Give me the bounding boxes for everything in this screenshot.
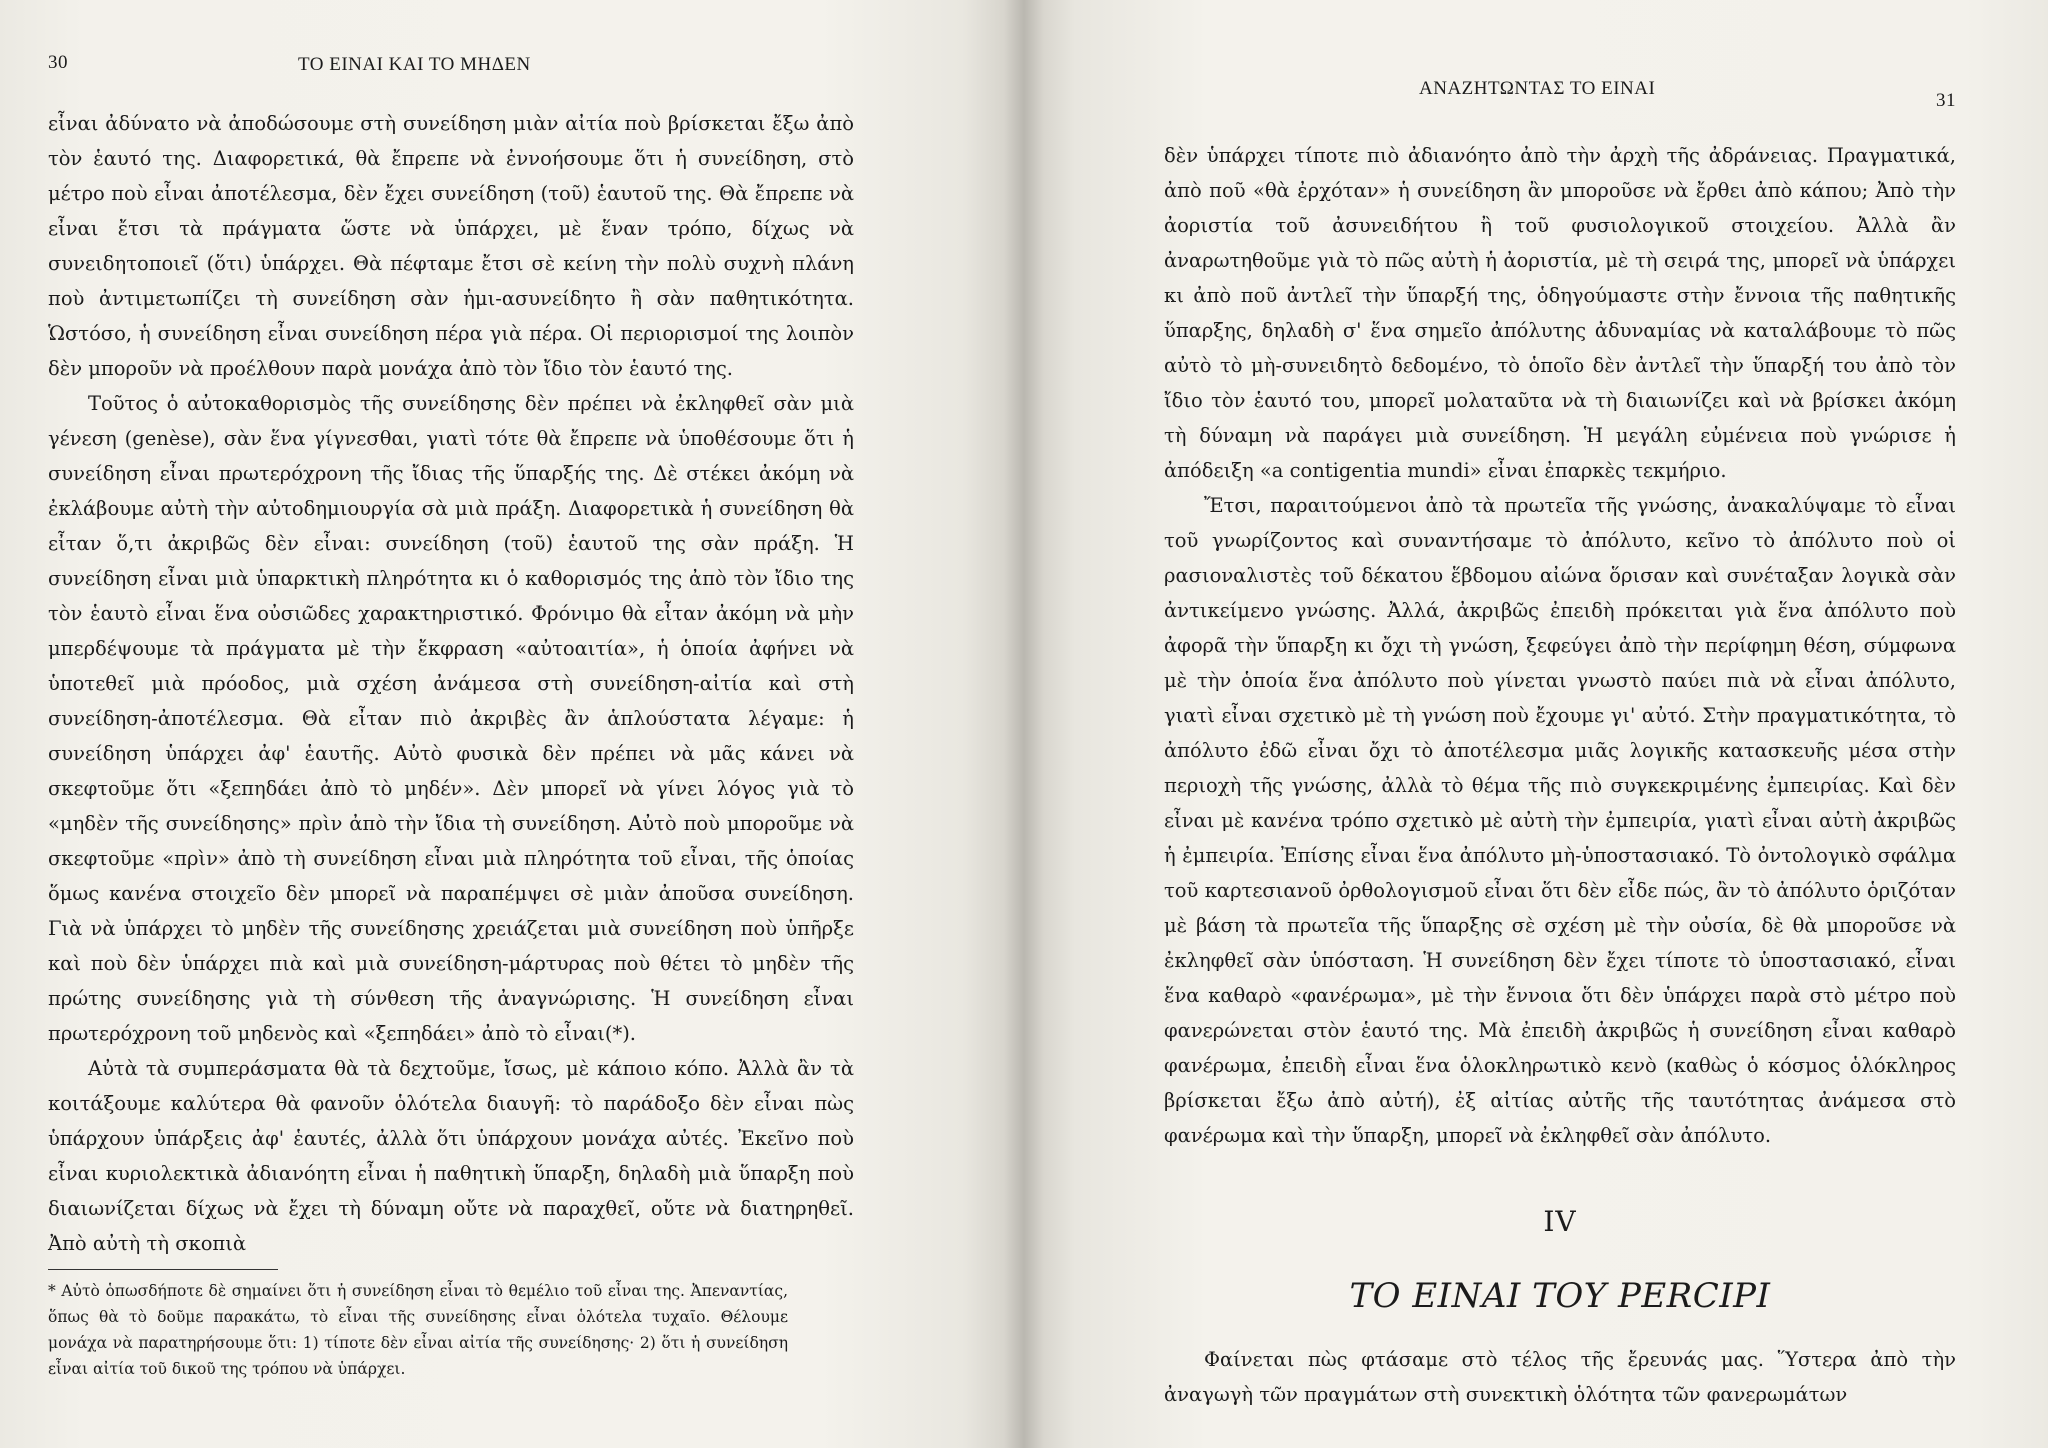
right-page: [1024, 0, 2048, 1448]
footnote-rule: [48, 1269, 278, 1270]
right-page-number: 31: [1936, 90, 1956, 111]
chapter-opening: [1164, 1342, 1956, 1412]
chapter-opening-paragraph: Φαίνεται πὼς φτάσαμε στὸ τέλος τῆς ἔρευνάς μας. Ὕστερα ἀπὸ τὴν ἀναγωγὴ τῶν πραγμάτων στὴ συνεκτικὴ ὁλότητα τῶν φανερωμάτων: [1164, 1348, 1956, 1406]
chapter-number: IV: [1543, 1205, 1577, 1238]
left-paragraph-2: Τοῦτος ὁ αὐτοκαθορισμὸς τῆς συνείδησης δὲν πρέπει νὰ ἐκληφθεῖ σὰν μιὰ γένεση (genèse), σὰν ἕνα γίγνεσθαι, γιατὶ τότε θὰ ἔπρεπε νὰ ὑποθέσουμε ὅτι ἡ συνείδηση εἶναι πρωτερόχρονη τῆς ἴδιας τῆς ὕπαρξής της. Δὲ στέκει ἀκόμη νὰ ἐκλάβουμε αὐτὴ τὴν αὐτοδημιουργία σὰ μιὰ πράξη. Διαφορετικὰ ἡ συνείδηση θὰ εἶταν ὅ,τι ἀκριβῶς δὲν εἶναι: συνείδηση (τοῦ) ἑαυτοῦ της σὰν πράξη. Ἡ συνείδηση εἶναι μιὰ ὑπαρκτικὴ πληρότητα κι ὁ καθορισμός της ἀπὸ τὸν ἴδιο της τὸν ἑαυτὸ εἶναι ἕνα οὐσιῶδες χαρακτηριστικό. Φρόνιμο θὰ εἶταν ἀκόμη νὰ μὴν μπερδέψουμε τὰ πράγματα μὲ τὴν ἔκφραση «αὐτοαιτία», ἡ ὁποία ἀφήνει νὰ ὑποτεθεῖ μιὰ πρόοδος, μιὰ σχέση ἀνάμεσα στὴ συνείδηση-αἰτία καὶ στὴ συνείδηση-ἀποτέλεσμα. Θὰ εἶταν πιὸ ἀκριβὲς ἂν ἁπλούστατα λέγαμε: ἡ συνείδηση ὑπάρχει ἀφ' ἑαυτῆς. Αὐτὸ φυσικὰ δὲν πρέπει νὰ μᾶς κάνει νὰ σκεφτοῦμε ὅτι «ξεπηδάει ἀπὸ τὸ μηδέν». Δὲν μπορεῖ νὰ γίνει λόγος γιὰ τὸ «μηδὲν τῆς συνείδησης» πρὶν ἀπὸ τὴν ἴδια τὴ συνείδηση. Αὐτὸ ποὺ μποροῦμε νὰ σκεφτοῦμε «πρὶν» ἀπὸ τὴ συνείδηση εἶναι μιὰ πληρότητα τοῦ εἶναι, τῆς ὁποίας ὅμως κανένα στοιχεῖο δὲν μπορεῖ νὰ παραπέμψει σὲ μιὰν ἀποῦσα συνείδηση. Γιὰ νὰ ὑπάρχει τὸ μηδὲν τῆς συνείδησης χρειάζεται μιὰ συνείδηση ποὺ ὑπῆρξε καὶ ποὺ δὲν ὑπάρχει πιὰ καὶ μιὰ συνείδηση-μάρτυρας ποὺ θέτει τὸ μηδὲν τῆς πρώτης συνείδησης γιὰ τὴ σύνθεση τῆς ἀναγνώρισης. Ἡ συνείδηση εἶναι πρωτερόχρονη τοῦ μηδενὸς καὶ «ξεπηδάει» ἀπὸ τὸ εἶναι(*).: [48, 392, 854, 1045]
left-running-head: [48, 52, 854, 86]
right-running-head: [1164, 78, 1956, 112]
left-body-text: [48, 106, 854, 1261]
footnote: * Αὐτὸ ὁπωσδήποτε δὲ σημαίνει ὅτι ἡ συνείδηση εἶναι τὸ θεμέλιο τοῦ εἶναι της. Ἀπεναντίας, ὅπως θὰ τὸ δοῦμε παρακάτω, τὸ εἶναι τῆς συνείδησης εἶναι ὁλότελα τυχαῖο. Θέλουμε μονάχα νὰ παρατηρήσουμε ὅτι: 1) τίποτε δὲν εἶναι αἰτία τῆς συνείδησης· 2) ὅτι ἡ συνείδηση εἶναι αἰτία τοῦ δικοῦ της τρόπου νὰ ὑπάρχει.: [48, 1282, 788, 1378]
left-running-title: ΤΟ ΕΙΝΑΙ ΚΑΙ ΤΟ ΜΗΔΕΝ: [298, 54, 531, 75]
left-paragraph-3: Αὐτὰ τὰ συμπεράσματα θὰ τὰ δεχτοῦμε, ἴσως, μὲ κάποιο κόπο. Ἀλλὰ ἂν τὰ κοιτάξουμε καλύτερα θὰ φανοῦν ὁλότελα διαυγῆ: τὸ παράδοξο δὲν εἶναι πὼς ὑπάρχουν ὑπάρξεις ἀφ' ἑαυτές, ἀλλὰ ὅτι ὑπάρχουν μονάχα αὐτές. Ἐκεῖνο ποὺ εἶναι κυριολεκτικὰ ἀδιανόητη εἶναι ἡ παθητικὴ ὕπαρξη, δηλαδὴ μιὰ ὕπαρξη ποὺ διαιωνίζεται δίχως νὰ ἔχει τὴ δύναμη οὔτε νὰ παραχθεῖ, οὔτε νὰ διατηρηθεῖ. Ἀπὸ αὐτὴ τὴ σκοπιὰ: [48, 1057, 854, 1255]
right-paragraph-2: Ἔτσι, παραιτούμενοι ἀπὸ τὰ πρωτεῖα τῆς γνώσης, ἀνακαλύψαμε τὸ εἶναι τοῦ γνωρίζοντος καὶ συναντήσαμε τὸ ἀπόλυτο, κεῖνο τὸ ἀπόλυτο ποὺ οἱ ρασιοναλιστὲς τοῦ δέκατου ἕβδομου αἰώνα ὅρισαν καὶ συνέταξαν λογικὰ σὰν ἀντικείμενο γνώσης. Ἀλλά, ἀκριβῶς ἐπειδὴ πρόκειται γιὰ ἕνα ἀπόλυτο ποὺ ἀφορᾶ τὴν ὕπαρξη κι ὄχι τὴ γνώση, ξεφεύγει ἀπὸ τὴν περίφημη θέση, σύμφωνα μὲ τὴν ὁποία ἕνα ἀπόλυτο ποὺ γίνεται γνωστὸ παύει πιὰ νὰ εἶναι ἀπόλυτο, γιατὶ εἶναι σχετικὸ μὲ τὴ γνώση ποὺ ἔχουμε γι' αὐτό. Στὴν πραγματικότητα, τὸ ἀπόλυτο ἐδῶ εἶναι ὄχι τὸ ἀποτέλεσμα μιᾶς λογικῆς κατασκευῆς μέσα στὴν περιοχὴ τῆς γνώσης, ἀλλὰ τὸ θέμα τῆς πιὸ συγκεκριμένης ἐμπειρίας. Καὶ δὲν εἶναι μὲ κανένα τρόπο σχετικὸ μὲ αὐτὴ τὴν ἐμπειρία, γιατὶ εἶναι αὐτὴ ἀκριβῶς ἡ ἐμπειρία. Ἐπίσης εἶναι ἕνα ἀπόλυτο μὴ-ὑποστασιακό. Τὸ ὀντολογικὸ σφάλμα τοῦ καρτεσιανοῦ ὀρθολογισμοῦ εἶναι ὅτι δὲν εἶδε πώς, ἂν τὸ ἀπόλυτο ὁριζόταν μὲ βάση τὰ πρωτεῖα τῆς ὕπαρξης σὲ σχέση μὲ τὴν οὐσία, δὲ θὰ μποροῦσε νὰ ἐκληφθεῖ σὰν ὑπόσταση. Ἡ συνείδηση δὲν ἔχει τίποτε τὸ ὑποστασιακό, εἶναι ἕνα καθαρὸ «φανέρωμα», μὲ τὴν ἔννοια ὅτι δὲν ὑπάρχει παρὰ στὸ μέτρο ποὺ φανερώνεται στὸν ἑαυτό της. Μὰ ἐπειδὴ ἀκριβῶς ἡ συνείδηση εἶναι καθαρὸ φανέρωμα, ἐπειδὴ εἶναι ἕνα ὁλοκληρωτικὸ κενὸ (καθὼς ὁ κόσμος ὁλόκληρος βρίσκεται ἔξω ἀπὸ αὐτή), ἐξ αἰτίας αὐτῆς τῆς ταυτότητας ἀνάμεσα στὸ φανέρωμα καὶ τὴν ὕπαρξη, μπορεῖ νὰ ἐκληφθεῖ σὰν ἀπόλυτο.: [1164, 494, 1956, 1147]
right-paragraph-1: δὲν ὑπάρχει τίποτε πιὸ ἀδιανόητο ἀπὸ τὴν ἀρχὴ τῆς ἀδράνειας. Πραγματικά, ἀπὸ ποῦ «θὰ ἐρχόταν» ἡ συνείδηση ἂν μποροῦσε νὰ ἔρθει ἀπὸ κάπου; Ἀπὸ τὴν ἀοριστία τοῦ ἀσυνειδήτου ἢ τοῦ φυσιολογικοῦ στοιχείου. Ἀλλὰ ἂν ἀναρωτηθοῦμε γιὰ τὸ πῶς αὐτὴ ἡ ἀοριστία, μὲ τὴ σειρά της, μπορεῖ νὰ ὑπάρχει κι ἀπὸ ποῦ ἀντλεῖ τὴν ὕπαρξή της, ὁδηγούμαστε στὴν ἔννοια τῆς παθητικῆς ὕπαρξης, δηλαδὴ σ' ἕνα σημεῖο ἀπόλυτης ἀδυναμίας νὰ καταλάβουμε τὸ πῶς αὐτὸ τὸ μὴ-συνειδητὸ δεδομένο, τὸ ὁποῖο δὲν ἀντλεῖ τὴν ὕπαρξή του ἀπὸ τὸν ἴδιο τὸν ἑαυτό του, μπορεῖ μολαταῦτα νὰ τὴ διαιωνίζει καὶ νὰ βρίσκει ἀκόμη τὴ δύναμη νὰ παράγει μιὰ συνείδηση. Ἡ μεγάλη εὐμένεια ποὺ γνώρισε ἡ ἀπόδειξη «a contigentia mundi» εἶναι ἐπαρκὲς τεκμήριο.: [1164, 144, 1956, 482]
right-body-text: [1164, 138, 1956, 1153]
left-paragraph-1: εἶναι ἀδύνατο νὰ ἀποδώσουμε στὴ συνείδηση μιὰν αἰτία ποὺ βρίσκεται ἔξω ἀπὸ τὸν ἑαυτό της. Διαφορετικά, θὰ ἔπρεπε νὰ ἐννοήσουμε ὅτι ἡ συνείδηση, στὸ μέτρο ποὺ εἶναι ἀποτέλεσμα, δὲν ἔχει συνείδηση (τοῦ) ἑαυτοῦ της. Θὰ ἔπρεπε νὰ εἶναι ἔτσι τὰ πράγματα ὥστε νὰ ὑπάρχει, μὲ ἕναν τρόπο, δίχως νὰ συνειδητοποιεῖ (ὅτι) ὑπάρχει. Θὰ πέφταμε ἔτσι σὲ κείνη τὴν πολὺ συχνὴ πλάνη ποὺ ἀντιμετωπίζει τὴ συνείδηση σὰν ἡμι-ασυνείδητο ἢ σὰν παθητικότητα. Ὡστόσο, ἡ συνείδηση εἶναι συνείδηση πέρα γιὰ πέρα. Οἱ περιορισμοί της λοιπὸν δὲν μποροῦν νὰ προέλθουν παρὰ μονάχα ἀπὸ τὸν ἴδιο τὸν ἑαυτό της.: [48, 112, 854, 380]
left-page-number: 30: [48, 52, 68, 73]
chapter-title: ΤΟ ΕΙΝΑΙ ΤΟΥ PERCIPI: [1349, 1276, 1771, 1316]
right-running-title: ΑΝΑΖΗΤΩΝΤΑΣ ΤΟ ΕΙΝΑΙ: [1419, 78, 1656, 99]
